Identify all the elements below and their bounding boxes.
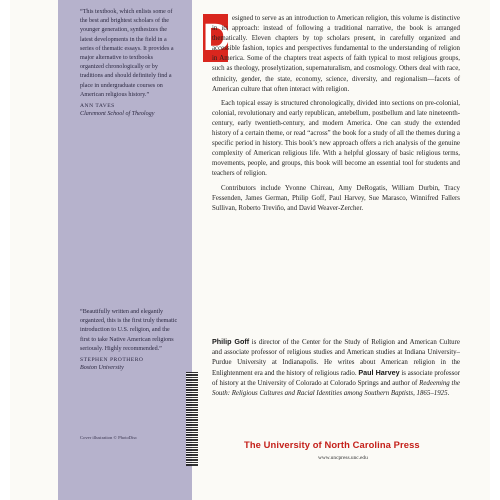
author-2-book-title: Redeeming the South: Religious Cultures and Racial Identities among Southern Baptists, 1865–1925	[212, 380, 460, 398]
author-2-name: Paul Harvey	[358, 368, 400, 378]
blurb-quote-1-text: “This textbook, which enlists some of the best and brightest scholars of the younger generation, synthesizes the latest developments in the field in a series of thematic essays. It provides a major alternative to textbooks organized chronologically or by traditions and should definitely find a place in undergraduate courses on American religious history.”	[80, 9, 174, 98]
author-2-bio: is associate professor of history at the University of Colorado at Colorado Springs and author of	[212, 370, 460, 388]
blurb-quote-2-text: “Beautifully written and elegantly organized, this is the first truly thematic introduction to U.S. religion, and the first to take Native American religions seriously. Highly recommended.”	[80, 309, 178, 352]
author-1-name: Philip Goff	[212, 337, 250, 346]
blurb-quote-2-author: STEPHEN PROTHERO	[80, 357, 144, 364]
blurb-quote-2-institution: Boston University	[80, 365, 124, 372]
blurb-quote-1-institution: Claremont School of Theology	[80, 111, 155, 118]
isbn-barcode	[186, 372, 198, 466]
publisher-name: The University of North Carolina Press	[244, 439, 420, 450]
description-text	[212, 14, 460, 218]
blurb-quote-2	[80, 308, 178, 373]
author-1-bio: is director of the Center for the Study of Religion and American Culture and associate professor of religious studies and American studies at Indiana University–Purdue University at Indianapolis. He writes about American religion in the Enlightenment era and the history of religious radio.	[212, 339, 460, 378]
blurb-quote-1-author: ANN TAVES	[80, 103, 115, 110]
contributors-paragraph: Contributors include Yvonne Chireau, Amy DeRogatis, William Durbin, Tracy Fessenden, James German, Philip Goff, Paul Harvey, Sue Marasco, Winnifred Fallers Sullivan, Roberto Treviño, and David Weaver-Zercher.	[212, 184, 460, 212]
drop-cap: D	[203, 14, 228, 62]
description-paragraph-1: esigned to serve as an introduction to American religion, this volume is distinctive in its approach: instead of following a traditional narrative, the book is arranged thematically. Eleven chapters by top scholars present, in carefully organized and accessible fashion, topics and perspectives fundamental to the understanding of religion in America. Some of the chapters treat aspects of faith typical to most religious groups, such as theology, proselytization, supernaturalism, and cosmology. Others deal with race, ethnicity, gender, the state, economy, science, diversity, and regionalism—facets of American culture that often interact with religion.	[212, 15, 460, 93]
blurb-quote-1	[80, 8, 178, 119]
author-2-bio-end: .	[447, 390, 450, 398]
author-bios	[212, 337, 460, 400]
cover-credit: Cover illustration © PhotoDisc	[80, 435, 138, 440]
publisher-url: www.uncpress.unc.edu	[318, 455, 368, 461]
description-paragraph-2: Each topical essay is structured chronologically, divided into sections on pre-colonial, colonial, revolutionary and early republican, antebellum, postbellum and late nineteenth-century, early twentieth-century, and modern America. One can study the extended history of a certain theme, or read “across” the book for a study of all the themes during a specific period in history. This book’s new approach offers a rich analysis of the genuine complexity of American religious life. With a helpful glossary of basic religious terms, movements, people, and groups, this book will become an essential tool for students and teachers of religion.	[212, 99, 460, 178]
